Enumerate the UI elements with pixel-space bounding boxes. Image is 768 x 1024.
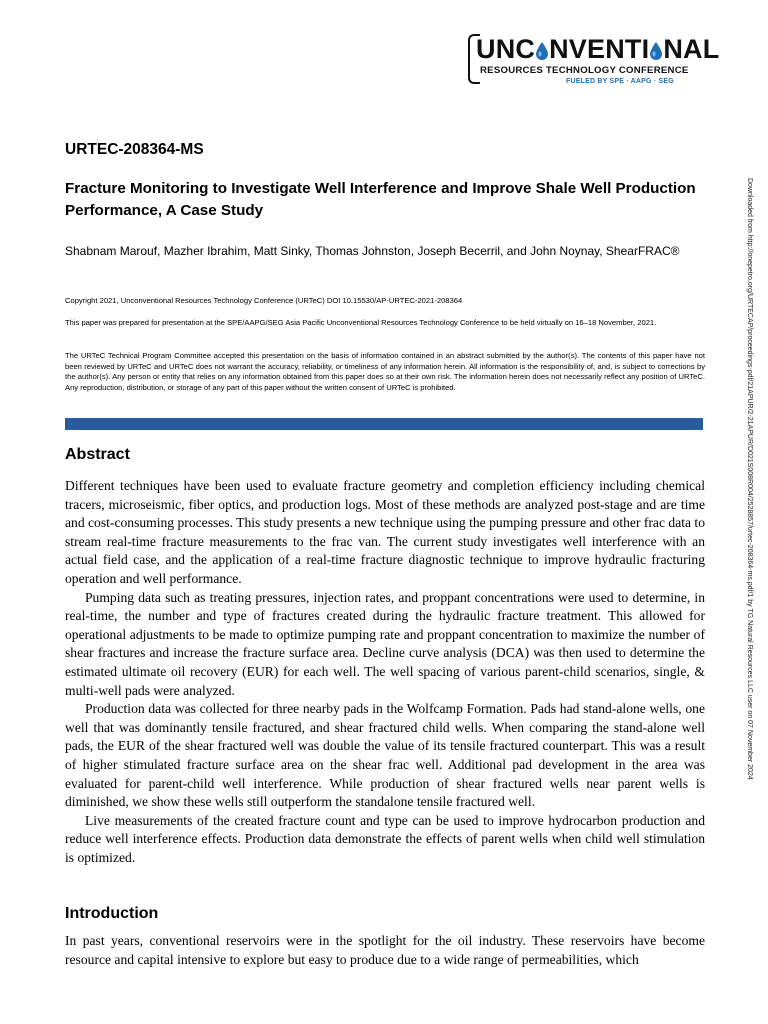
abstract-paragraph: Live measurements of the created fracture count and type can be used to improve hydrocarbon production and reduce well interference effects. Production data demonstrate the effects of parent wells when child well stimulation is optimized. [65, 812, 705, 865]
presentation-note: This paper was prepared for presentation at the SPE/AAPG/SEG Asia Pacific Unconventional Resources Technology Conference to be held virtually on 16–18 November, 2021. [65, 318, 657, 327]
author-list: Shabnam Marouf, Mazher Ibrahim, Matt Sinky, Thomas Johnston, Joseph Becerril, and John Noynay, ShearFRAC® [65, 244, 680, 258]
conference-logo [468, 34, 720, 88]
logo-fueled-by: FUELED BY SPE · AAPG · SEG [566, 78, 674, 85]
oil-drop-icon [535, 41, 549, 61]
abstract-paragraph: Pumping data such as treating pressures, injection rates, and proppant concentrations were used to determine, in real-time, the number and type of fractures created during the hydraulic fracture treatment. This allowed for operational adjustments to be made to optimize pumping rate and proppant concentration to maximize the number of shear fractures and increase the fracture surface area. Decline curve analysis (DCA) was then used to determine the estimated ultimate oil recovery (EUR) for each well. The well spacing of various parent-child scenarios, single, & multi-well pads were analyzed. [65, 589, 705, 698]
abstract-paragraph: Production data was collected for three nearby pads in the Wolfcamp Formation. Pads had stand-alone wells, one well that was dominantly tensile fractured, and shear fractured child wells. When comparing the stand-alone well pads, the EUR of the shear fractured well was double the value of its tensile fractured counterpart. This was a result of higher stimulated fracture surface area on the shear frac well. Additional pad development in the area was evaluated for parent-child well interference. While production of shear fractured wells near parent wells is diminished, we show these wells still outperform the standalone tensile fractured well. [65, 701, 705, 810]
download-watermark-text: Downloaded from http://onepetro.org/URTECAP/proceedings-pdf/21APUR/2-21APUR/D021S008R004/2528857/urtec-208364-ms.pdf/1 by TG Natural Resources LLC user on 07 November 2024 [746, 178, 753, 780]
introduction-heading: Introduction [65, 905, 159, 922]
introduction-paragraph: In past years, conventional reservoirs were in the spotlight for the oil industry. These reservoirs have become resource and capital intensive to explore but easy to produce due to a wide range of permeabilities, which [65, 933, 705, 967]
section-divider [65, 418, 703, 430]
paper-id: URTEC-208364-MS [65, 141, 204, 158]
copyright-notice: Copyright 2021, Unconventional Resources Technology Conference (URTeC) DOI 10.15530/AP-URTEC-2021-208364 [65, 296, 463, 305]
committee-disclaimer: The URTeC Technical Program Committee accepted this presentation on the basis of information contained in an abstract submitted by the author(s). The contents of this paper have not been reviewed by URTeC and URTeC does not warrant the accuracy, reliability, or timeliness of any information herein. All information is the responsibility of, and, is subject to corrections by the author(s). Any person or entity that relies on any information obtained from this paper does so at their own risk. The information herein does not necessarily reflect any position of URTeC. Any reproduction, distribution, or storage of any part of this paper without the written consent of URTeC is prohibited. [65, 351, 705, 392]
abstract-paragraph: Different techniques have been used to evaluate fracture geometry and completion efficiency including chemical tracers, microseismic, fiber optics, and production logs. Most of these methods are analyzed post-stage and are time and cost-consuming processes. This study presents a new technique using the pumping pressure and other frac data to stream real-time fracture measurements to the frac van. The current study investigates well interference with an actual field case, and the application of a real-time fracture diagnostic technique to improve hydraulic fracturing operation and well performance. [65, 478, 706, 586]
introduction-body [65, 932, 705, 969]
paper-title: Fracture Monitoring to Investigate Well Interference and Improve Shale Well Production Performance, A Case Study [65, 180, 696, 219]
oil-drop-icon-2 [649, 41, 663, 61]
logo-text-before: UNC [476, 34, 536, 64]
logo-subtitle: RESOURCES TECHNOLOGY CONFERENCE [480, 65, 689, 76]
abstract-heading: Abstract [65, 446, 130, 463]
logo-text-end: NAL [663, 34, 720, 64]
logo-title [476, 34, 719, 64]
logo-text-after: NVENTI [549, 34, 650, 64]
abstract-body [65, 477, 705, 867]
download-watermark [743, 178, 753, 1018]
